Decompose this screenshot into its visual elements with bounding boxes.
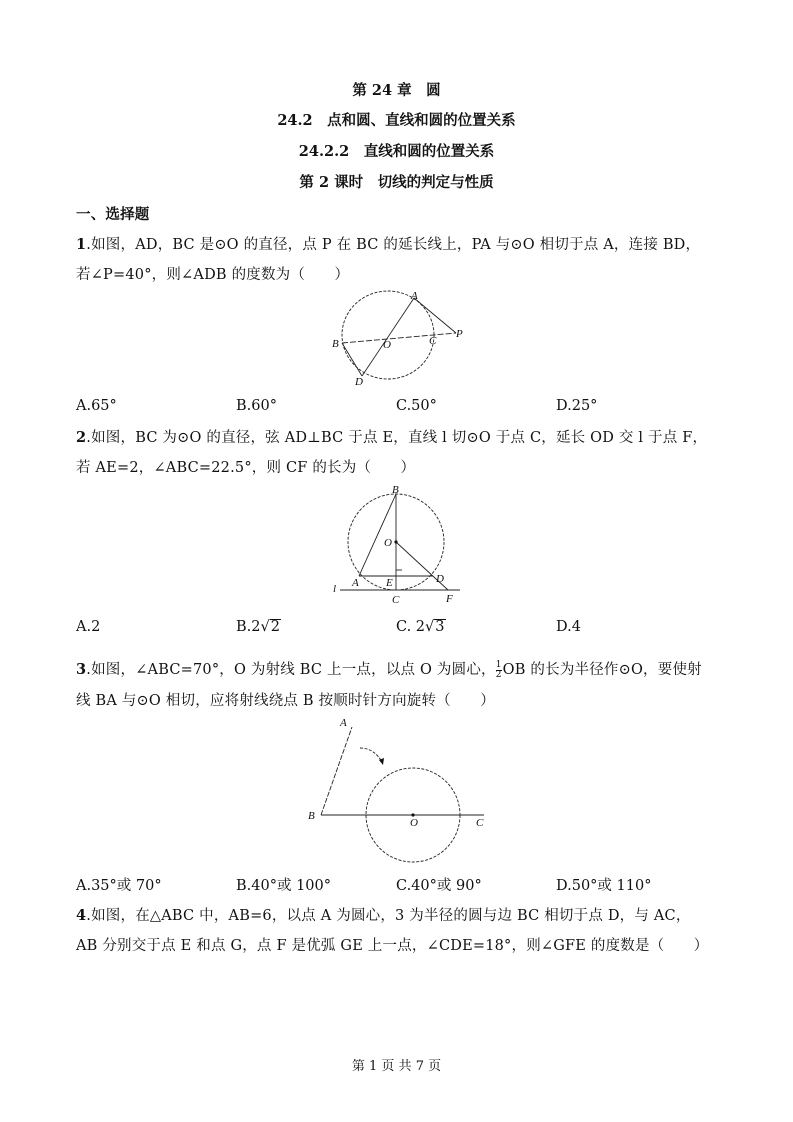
option-b: B.60° [236, 398, 277, 414]
segment-bd [342, 343, 362, 376]
radicand: 3 [435, 619, 445, 635]
question-section-heading: 一、选择题 [76, 206, 150, 223]
label-a: A [340, 717, 347, 729]
question-number: 2 [76, 429, 87, 446]
label-o: O [383, 339, 391, 351]
option-d: D.50°或 110° [556, 878, 652, 894]
question-text: OB 的长为半径作⊙O，要使射 [502, 662, 702, 678]
label-o: O [384, 537, 392, 549]
question-3-line-1 [76, 658, 702, 680]
label-l: l [333, 583, 337, 595]
fraction-numerator: 1 [495, 659, 502, 670]
label-f: F [446, 593, 453, 604]
question-2-figure [330, 482, 470, 604]
lesson-title: 第 2 课时 切线的判定与性质 [299, 174, 494, 191]
question-number: 3 [76, 661, 87, 678]
question-text: .如图，BC 为⊙O 的直径，弦 AD⊥BC 于点 E，直线 l 切⊙O 于点 C，延长 OD 交 l 于点 F， [86, 430, 708, 446]
question-4-line-2: AB 分别交于点 E 和点 G，点 F 是优弧 GE 上一点，∠CDE=18°，则∠GFE 的度数是（ ） [76, 938, 709, 954]
question-3-figure [300, 712, 500, 867]
option-d: D.25° [556, 398, 598, 414]
label-e: E [386, 577, 393, 589]
option-c: C. 2√3 [396, 619, 445, 635]
question-text: .如图，AD，BC 是⊙O 的直径，点 P 在 BC 的延长线上，PA 与⊙O 相切于点 A，连接 BD， [86, 237, 701, 253]
option-a: A.65° [76, 398, 117, 414]
option-a: A.2 [76, 619, 101, 635]
label-b: B [308, 810, 315, 822]
label-c: C [476, 817, 484, 829]
fraction-denominator: 2 [495, 669, 502, 680]
rotation-arrow [360, 748, 382, 762]
tangent-pa [414, 298, 456, 333]
chapter-title: 第 24 章 圆 [352, 82, 441, 99]
label-c: C [392, 594, 400, 604]
fraction-one-half [496, 661, 502, 680]
question-4-line-1 [76, 904, 691, 925]
label-a: A [411, 290, 418, 302]
question-1-figure [325, 288, 475, 388]
option-a: A.35°或 70° [76, 878, 162, 894]
diameter-bc [342, 333, 456, 343]
section-title: 24.2 点和圆、直线和圆的位置关系 [277, 112, 516, 129]
label-a: A [352, 577, 359, 589]
question-3-line-2: 线 BA 与⊙O 相切，应将射线绕点 B 按顺时针方向旋转（ ） [76, 693, 495, 709]
option-label: C. 2 [396, 619, 426, 635]
question-1-line-1 [76, 233, 700, 254]
option-c: C.50° [396, 398, 437, 414]
label-b: B [332, 338, 339, 350]
option-label: B.2 [236, 619, 261, 635]
label-d: D [355, 376, 363, 388]
label-c: C [429, 335, 437, 347]
question-text: .如图，在△ABC 中，AB=6，以点 A 为圆心，3 为半径的圆与边 BC 相切于点 D，与 AC， [86, 908, 691, 924]
question-1-line-2: 若∠P=40°，则∠ADB 的度数为（ ） [76, 267, 350, 283]
option-b: B.40°或 100° [236, 878, 332, 894]
option-c: C.40°或 90° [396, 878, 482, 894]
label-p: P [456, 328, 463, 340]
question-2-line-2: 若 AE=2，∠ABC=22.5°，则 CF 的长为（ ） [76, 460, 416, 476]
option-b: B.2√2 [236, 619, 280, 635]
label-o: O [410, 817, 418, 829]
option-d: D.4 [556, 619, 581, 635]
question-number: 4 [76, 907, 87, 924]
subsection-title: 24.2.2 直线和圆的位置关系 [298, 143, 495, 160]
question-text: .如图，∠ABC=70°，O 为射线 BC 上一点，以点 O 为圆心， [86, 662, 496, 678]
question-number: 1 [76, 236, 87, 253]
center-dot [394, 540, 397, 543]
ray-ba [321, 727, 352, 815]
question-2-line-1 [76, 426, 707, 447]
label-b: B [392, 484, 399, 496]
page-footer: 第 1 页 共 7 页 [351, 1059, 442, 1074]
radicand: 2 [270, 619, 280, 635]
label-d: D [436, 573, 444, 585]
